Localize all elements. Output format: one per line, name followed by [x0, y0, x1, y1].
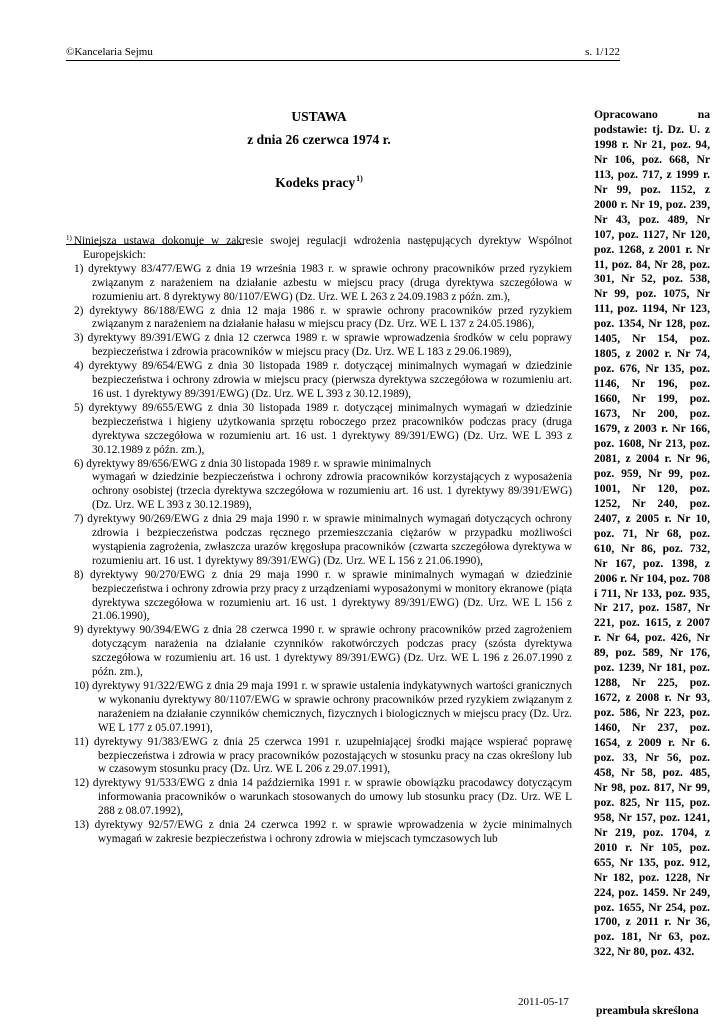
act-date: z dnia 26 czerwca 1974 r.	[247, 132, 391, 147]
directive-item: 1) dyrektywy 83/477/EWG z dnia 19 września 1983 r. w sprawie ochrony pracowników przed ryzykiem związanym z narażeniem na działanie azbestu w miejscu pracy (druga dyrektywa szczegółowa w rozumieniu art. 8 dyrektywy 80/1107/EWG) (Dz. Urz. WE L 263 z 24.09.1983 z późn. zm.),	[74, 262, 572, 303]
footnote-intro-text: Niniejsza ustawa dokonuje w zakresie swojej regulacji wdrożenia następujących dyrektyw Wspólnot Europejskich:	[73, 235, 572, 261]
footnote-intro	[66, 232, 572, 263]
directive-item: 7) dyrektywy 90/269/EWG z dnia 29 maja 1990 r. w sprawie minimalnych wymagań dotyczących ochrony zdrowia i bezpieczeństwa podczas ręcznego przemieszczania ciężarów w przypadku możliwości wystąpienia zagrożenia, zwłaszcza urazów kręgosłupa pracowników (czwarta szczegółowa dyrektywa w rozumieniu art. 16 ust. 1 dyrektywy 89/391/EWG) (Dz. Urz. WE L 156 z 21.06.1990),	[74, 513, 572, 567]
footnote-marker: 1)	[66, 234, 72, 242]
footnote-body	[66, 232, 572, 847]
header-rule	[66, 60, 620, 61]
act-name-text: Kodeks pracy	[275, 175, 356, 190]
page-number: s. 1/122	[585, 46, 620, 58]
header-source: ©Kancelaria Sejmu	[66, 46, 153, 58]
directive-item: 10) dyrektywy 91/322/EWG z dnia 29 maja 1991 r. w sprawie ustalenia indykatywnych wartości granicznych w wykonaniu dyrektywy 80/1107/EWG w sprawie ochrony pracowników przed ryzykiem związanym z narażeniem na działanie czynników chemicznych, fizycznych i biologicznych w miejscu pracy (Dz. Urz. WE L 177 z 05.07.1991),	[74, 680, 572, 734]
directive-item: 12) dyrektywy 91/533/EWG z dnia 14 października 1991 r. w sprawie obowiązku pracodawcy dotyczącym informowania pracowników o warunkach stosowanych do umowy lub stosunku pracy (Dz. Urz. WE L 288 z 08.07.1992),	[74, 777, 572, 818]
directive-item: 5) dyrektywy 89/655/EWG z dnia 30 listopada 1989 r. dotyczącej minimalnych wymagań w dziedzinie bezpieczeństwa i higieny użytkowania sprzętu roboczego przez pracowników podczas pracy (druga dyrektywa szczegółowa w rozumieniu art. 16 ust. 1 dyrektywy 89/391/EWG) (Dz. Urz. WE L 393 z 30.12.1989 z późn. zm.),	[74, 401, 572, 456]
directive-item: 4) dyrektywy 89/654/EWG z dnia 30 listopada 1989 r. dotyczącej minimalnych wymagań w dziedzinie bezpieczeństwa i ochrony zdrowia w miejscu pracy (pierwsza dyrektywa szczegółowa w rozumieniu art. 16 ust. 1 dyrektywy 89/391/EWG) (Dz. Urz. WE L 393 z 30.12.1989),	[74, 360, 572, 400]
footnote-ref: 1)	[356, 174, 363, 183]
directive-item: 3) dyrektywy 89/391/EWG z dnia 12 czerwca 1989 r. w sprawie wprowadzenia środków w celu poprawy bezpieczeństwa i zdrowia pracowników w miejscu pracy (Dz. Urz. WE L 183 z 29.06.1989),	[74, 332, 572, 359]
sidebar-preamble-note: preambuła skreślona	[596, 1005, 699, 1017]
directive-item: 8) dyrektywy 90/270/EWG z dnia 29 maja 1990 r. w sprawie minimalnych wymagań w dziedzinie bezpieczeństwa i ochrony zdrowia przy pracy z urządzeniami wyposażonymi w monitory ekranowe (piąta dyrektywa szczegółowa w rozumieniu art. 16 ust. 1 dyrektywy 89/391/EWG) (Dz. Urz. WE L 156 z 21.06.1990),	[74, 568, 572, 623]
sidebar-consolidation-note: Opracowano na podstawie: tj. Dz. U. z 1998 r. Nr 21, poz. 94, Nr 106, poz. 668, Nr 113, poz. 717, z 1999 r. Nr 99, poz. 1152, z 2000 r. Nr 19, poz. 239, Nr 43, poz. 489, Nr 107, poz. 1127, Nr 120, poz. 1268, z 2001 r. Nr 11, poz. 84, Nr 28, poz. 301, Nr 52, poz. 538, Nr 99, poz. 1075, Nr 111, poz. 1194, Nr 123, poz. 1354, Nr 128, poz. 1405, Nr 154, poz. 1805, z 2002 r. Nr 74, poz. 676, Nr 135, poz. 1146, Nr 196, poz. 1660, Nr 199, poz. 1673, Nr 200, poz. 1679, z 2003 r. Nr 166, poz. 1608, Nr 213, poz. 2081, z 2004 r. Nr 96, poz. 959, Nr 99, poz. 1001, Nr 120, poz. 1252, Nr 240, poz. 2407, z 2005 r. Nr 10, poz. 71, Nr 68, poz. 610, Nr 86, poz. 732, Nr 167, poz. 1398, z 2006 r. Nr 104, poz. 708 i 711, Nr 133, poz. 935, Nr 217, poz. 1587, Nr 221, poz. 1615, z 2007 r. Nr 64, poz. 426, Nr 89, poz. 589, Nr 176, poz. 1239, Nr 181, poz. 1288, Nr 225, poz. 1672, z 2008 r. Nr 93, poz. 586, Nr 223, poz. 1460, Nr 237, poz. 1654, z 2009 r. Nr 6. poz. 33, Nr 56, poz. 458, Nr 58, poz. 485, Nr 98, poz. 817, Nr 99, poz. 825, Nr 115, poz. 958, Nr 157, poz. 1241, Nr 219, poz. 1704, z 2010 r. Nr 105, poz. 655, Nr 135, poz. 912, Nr 182, poz. 1228, Nr 224, poz. 1459. Nr 249, poz. 1655, Nr 254, poz. 1700, z 2011 r. Nr 36, poz. 181, Nr 63, poz. 322, Nr 80, poz. 432.	[594, 108, 710, 959]
directive-item: 6) dyrektywy 89/656/EWG z dnia 30 listopada 1989 r. w sprawie minimalnych	[74, 457, 432, 470]
directive-item: 11) dyrektywy 91/383/EWG z dnia 25 czerwca 1991 r. uzupełniającej środki mające wspierać poprawę bezpieczeństwa i zdrowia w pracy pracowników pozostających w stosunku pracy na czas określony lub w czasowym stosunku pracy (Dz. Urz. WE L 206 z 29.07.1991),	[74, 735, 572, 776]
act-name	[66, 174, 572, 191]
directive-item: 13) dyrektywy 92/57/EWG z dnia 24 czerwca 1992 r. w sprawie wprowadzenia w życie minimalnych wymagań w zakresie bezpieczeństwa i ochrony zdrowia w miejscach tymczasowych lub	[74, 819, 572, 845]
act-type-title: USTAWA	[291, 109, 347, 124]
directive-item-continuation: wymagań w dziedzinie bezpieczeństwa i ochrony zdrowia pracowników korzystających z wyposażenia ochrony osobistej (trzecia dyrektywa szczegółowa w rozumieniu art. 16 ust. 1 dyrektywy 89/391/EWG) (Dz. Urz. WE L 393 z 30.12.1989),	[92, 471, 572, 512]
directive-item: 9) dyrektywy 90/394/EWG z dnia 28 czerwca 1990 r. w sprawie ochrony pracowników przed zagrożeniem dotyczącym narażenia na działanie czynników rakotwórczych podczas pracy (szósta dyrektywa szczegółowa w rozumieniu art. 16 ust. 1 dyrektywy 89/391/EWG) (Dz. Urz. WE L 196 z 26.07.1990 z późn. zm.),	[74, 624, 572, 679]
document-date: 2011-05-17	[518, 996, 569, 1008]
directive-item: 2) dyrektywy 86/188/EWG z dnia 12 maja 1986 r. w sprawie ochrony pracowników przed ryzykiem związanym z narażeniem na działanie hałasu w miejscu pracy (Dz. Urz. WE L 137 z 24.05.1986),	[74, 304, 572, 331]
